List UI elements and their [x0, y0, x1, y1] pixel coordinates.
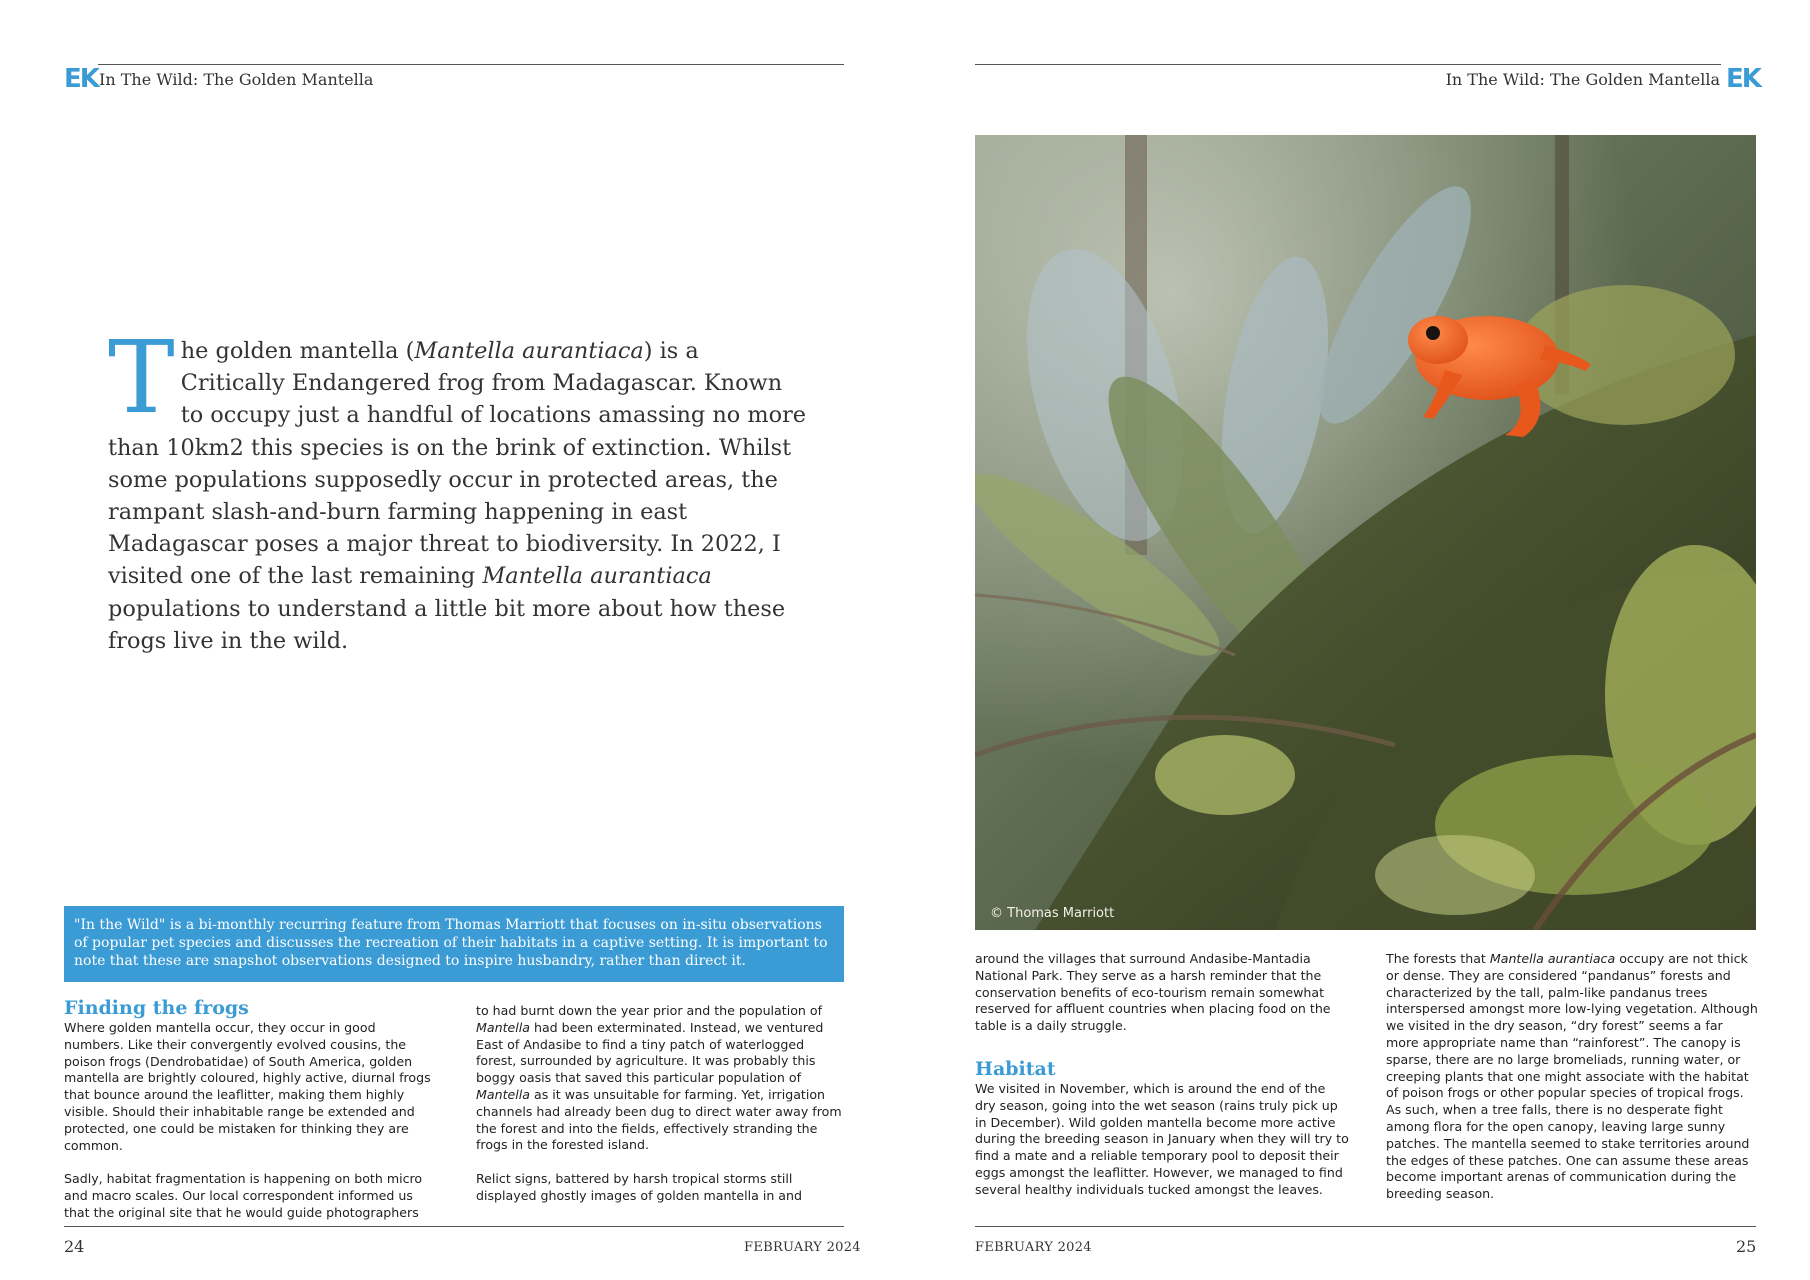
section-heading-finding-the-frogs: Finding the frogs: [64, 997, 249, 1019]
frog-photo-illustration: [975, 135, 1756, 930]
column-4: [1386, 951, 1758, 1220]
body-paragraph: around the villages that surround Andasibe-Mantadia National Park. They serve as a harsh reminder that the conservation benefits of eco-tourism remain somewhat reserved for affluent countries when placing food on the table is a daily struggle.: [975, 951, 1331, 1034]
column-2: [476, 1003, 848, 1221]
header-rule-left: [98, 64, 844, 65]
body-paragraph: The forests that Mantella aurantiaca occupy are not thick or dense. They are considered “pandanus” forests and characterized by the tall, palm-like pandanus trees interspersed amongst more low-lying vegetation. Although we visited in the dry season, “dry forest” seems a far more appropriate name than “rainforest”. The canopy is sparse, there are no large bromeliads, running water, or creeping plants that one might associate with the habitat of poison frogs or other popular species of tropical frogs. As such, when a tree falls, there is no desperate fight among flora for the open canopy, leaving large sunny patches. The mantella seemed to stake territories around the edges of these patches. One can assume these areas become important arenas of communication during the breeding season.: [1386, 951, 1758, 1202]
running-header-right: In The Wild: The Golden Mantella: [1445, 70, 1720, 89]
feature-callout-box: "In the Wild" is a bi-monthly recurring feature from Thomas Marriott that focuses on in-situ observations of popular pet species and discusses the recreation of their habitats in a captive setting. It is important to note that these are snapshot observations designed to inspire husbandry, rather than direct it.: [64, 906, 844, 982]
species-name: Mantella aurantiaca: [414, 338, 644, 364]
magazine-logo: EK: [1726, 64, 1760, 94]
body-paragraph: Sadly, habitat fragmentation is happening on both micro and macro scales. Our local correspondent informed us that the original site that he would guide photographers: [64, 1171, 423, 1220]
column-3: [975, 951, 1350, 1215]
issue-date-right: FEBRUARY 2024: [975, 1240, 1092, 1255]
header-rule-right: [975, 64, 1721, 65]
drop-cap: T: [108, 319, 175, 436]
column-1: [64, 998, 436, 1238]
section-heading-habitat: Habitat: [975, 1057, 1056, 1080]
magazine-logo: EK: [64, 64, 98, 94]
body-paragraph: Where golden mantella occur, they occur in good numbers. Like their convergently evolved cousins, the poison frogs (Dendrobatidae) of South America, golden mantella are brightly coloured, highly active, diurnal frogs that bounce around the leaflitter, making them highly visible. Should their inhabitable range be extended and protected, one could be mistaken for thinking they are common.: [64, 1020, 431, 1153]
footer-rule-left: [64, 1226, 844, 1227]
body-paragraph: to had burnt down the year prior and the population of Mantella had been exterminated. Instead, we ventured East of Andasibe to find a tiny patch of waterlogged forest, surrounded by agriculture. It was probably this boggy oasis that saved this particular population of Mantella as it was unsuitable for farming. Yet, irrigation channels had already been dug to direct water away from the forest and into the fields, effectively stranding the frogs in the forested island.: [476, 1003, 842, 1153]
page-number-left: 24: [64, 1237, 85, 1256]
golden-mantella-photo: [975, 135, 1756, 930]
page-number-right: 25: [1736, 1237, 1757, 1256]
running-header-left: In The Wild: The Golden Mantella: [99, 70, 374, 89]
photo-credit: © Thomas Marriott: [990, 906, 1115, 921]
issue-date-left: FEBRUARY 2024: [744, 1240, 861, 1255]
body-paragraph: Relict signs, battered by harsh tropical storms still displayed ghostly images of golden mantella in and: [476, 1170, 803, 1203]
footer-rule-right: [975, 1226, 1756, 1227]
species-name: Mantella aurantiaca: [482, 563, 712, 590]
body-paragraph: We visited in November, which is around the end of the dry season, going into the wet season (rains truly pick up in December). Wild golden mantella become more active during the breeding season in January when they will try to find a mate and a reliable temporary pool to deposit their eggs amongst the leaflitter. However, we managed to find several healthy individuals tucked amongst the leaves.: [975, 1080, 1349, 1197]
intro-paragraph: T he golden mantella (Mantella aurantiaca) is a Critically Endangered frog from Madagascar. Known to occupy just a handful of locations amassing no more than 10km2 this species is on the brink of extinction. Whilst some populations supposedly occur in protected areas, the rampant slash-and-burn farming happening in east Madagascar poses a major threat to biodiversity. In 2022, I visited one of the last remaining Mantella aurantiaca populations to understand a little bit more about how these frogs live in the wild.: [108, 319, 807, 654]
